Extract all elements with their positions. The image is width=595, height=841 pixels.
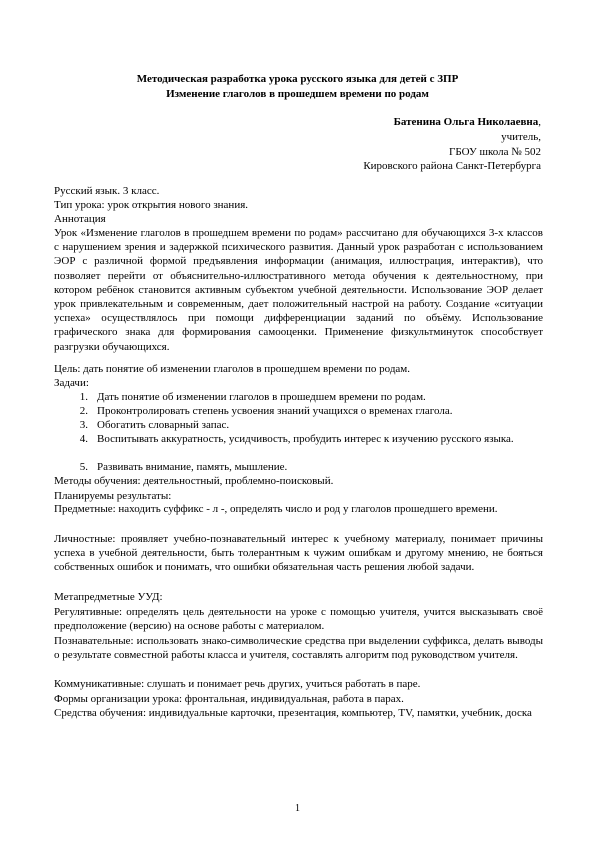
task-text: Проконтролировать степень усвоения знаний учащихся о временах глагола. — [97, 405, 453, 417]
cognitive-uud: Познавательные: использовать знако-символические средства при выделении суффикса, делать выводы о результате совместной работы класса и учителя, составлять алгоритм под руководством учителя. — [54, 635, 543, 662]
task-number: 4. — [79, 433, 88, 445]
communicative-uud: Коммуникативные: слушать и понимает речь других, учиться работать в паре. — [54, 678, 421, 690]
subject-results: Предметные: находить суффикс - л -, определять число и род у глаголов прошедшего времени. — [54, 503, 498, 515]
results-heading: Планируемы результаты: — [54, 490, 172, 502]
task-number: 3. — [79, 419, 88, 431]
annotation-heading: Аннотация — [54, 213, 106, 225]
document-title: Методическая разработка урока русского языка для детей с ЗПР — [136, 73, 459, 85]
task-text: Воспитывать аккуратность, усидчивость, пробудить интерес к изучению русского языка. — [97, 433, 514, 445]
author-name: Батенина Ольга Николаевна — [393, 116, 539, 128]
annotation-text: Урок «Изменение глаголов в прошедшем времени по родам» рассчитано для обучающихся 3-х классов с нарушением зрения и задержкой психического развития. Данный урок разработан с использованием ЭОР с различной формой предъявления информации (анимация, иллюстрация, интерактив), что позволяет перейти от объяснительно-иллюстративного метода обучения к деятельностному, при котором ребёнок становится активным субъектом учебной деятельности. Использование ЭОР делает урок привлекательным и современным, дает положительный настрой на работу. Создание «ситуации успеха» осуществлялось при помощи дифференциации заданий по объёму. Использование графического знака для формирования самооценки. Применение физкультминуток способствует разгрузки обучающихся. — [54, 227, 543, 353]
task-number: 5. — [79, 461, 88, 473]
teaching-means: Средства обучения: индивидуальные карточки, презентация, компьютер, TV, памятки, учебник, доска — [54, 707, 532, 719]
task-number: 1. — [79, 391, 88, 403]
regulatory-uud: Регулятивные: определять цель деятельности на уроке с помощью учителя, учится высказывать своё предположение (версию) на основе работы с материалом. — [54, 606, 543, 633]
meta-heading: Метапредметные УУД: — [54, 591, 163, 603]
lesson-type: Тип урока: урок открытия нового знания. — [54, 199, 249, 211]
organization-forms: Формы организации урока: фронтальная, индивидуальная, работа в парах. — [54, 693, 404, 705]
author-name-suffix: , — [538, 116, 541, 128]
task-text: Развивать внимание, память, мышление. — [97, 461, 288, 473]
author-position: учитель, — [501, 131, 541, 143]
personal-results: Личностные: проявляет учебно-познавательный интерес к учебному материалу, понимает причины успеха в учебной деятельности, быть толерантным к чужим ошибкам и другому мнению, не бояться собственных ошибок и понимать, что ошибки обязательная часть решения любой задачи. — [54, 533, 543, 574]
subject-grade: Русский язык. 3 класс. — [54, 185, 160, 197]
page-number: 1 — [295, 803, 300, 814]
tasks-heading: Задачи: — [54, 377, 89, 389]
task-text: Обогатить словарный запас. — [97, 419, 230, 431]
teaching-methods: Методы обучения: деятельностный, проблемно-поисковый. — [54, 475, 334, 487]
task-text: Дать понятие об изменении глаголов в прошедшем времени по родам. — [97, 391, 426, 403]
lesson-topic-title: Изменение глаголов в прошедшем времени по родам — [166, 88, 429, 100]
author-school: ГБОУ школа № 502 — [449, 146, 541, 158]
author-district: Кировского района Санкт-Петербурга — [363, 160, 541, 172]
author-name-line — [394, 115, 541, 130]
lesson-goal: Цель: дать понятие об изменении глаголов в прошедшем времени по родам. — [54, 363, 411, 375]
task-number: 2. — [79, 405, 88, 417]
